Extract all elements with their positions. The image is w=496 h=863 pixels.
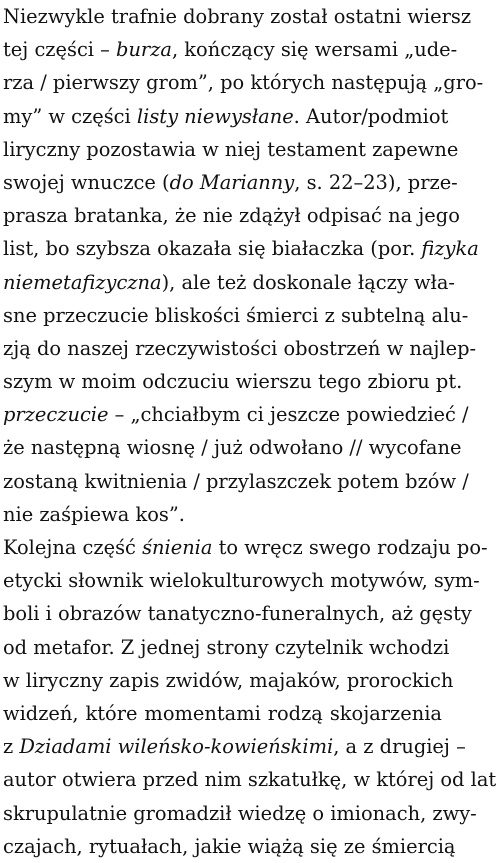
text-run: list, bo szybsza okazała się białaczka (por.	[3, 237, 422, 261]
text-run: – „chciałbym ci jeszcze powiedzieć /	[108, 403, 469, 427]
text-run: w liryczny zapis zwidów, majaków, prorockich	[3, 668, 454, 692]
italic-text-run: Dziadami wileńsko-kowieńskimi	[19, 735, 334, 759]
text-line	[3, 763, 496, 796]
text-line	[3, 199, 460, 232]
text-run: to wręcz swego rodzaju po-	[212, 536, 488, 559]
text-line	[3, 465, 469, 498]
text-line	[3, 730, 466, 763]
text-run: etycki słownik wielokulturowych motywów, sym-	[3, 569, 480, 593]
text-run: skrupulatnie gromadził wiedzę o imionach, zwy-	[3, 801, 477, 825]
text-run: sne przeczucie bliskości śmierci z subtelną alu-	[3, 303, 469, 327]
text-line	[3, 133, 459, 166]
text-line	[3, 431, 462, 464]
text-line	[3, 33, 458, 66]
text-run: boli i obrazów tanatyczno-funeralnych, aż gęsty	[3, 602, 472, 626]
italic-text-run: listy niewysłane	[136, 104, 294, 128]
text-line	[3, 498, 442, 531]
text-run: , kończący się wersami „ude-	[171, 38, 458, 62]
paragraph-1	[3, 0, 484, 531]
text-run: ), ale też doskonale łączy wła-	[161, 270, 455, 294]
text-line	[3, 697, 442, 730]
text-line	[3, 564, 480, 597]
text-run: od metafor. Z jednej strony czytelnik wchodzi	[3, 635, 450, 659]
italic-text-run: burza	[116, 38, 172, 62]
text-line	[3, 66, 484, 99]
text-line	[3, 100, 449, 133]
text-line	[3, 631, 450, 664]
text-line	[3, 398, 469, 431]
text-line	[3, 597, 472, 630]
text-line	[3, 0, 472, 33]
text-run: szym w moim odczuciu wierszu tego zbioru pt.	[3, 370, 463, 394]
text-line	[3, 332, 477, 365]
text-line	[3, 531, 488, 564]
text-run: czajach, rytuałach, jakie wiążą się ze śmiercią	[3, 834, 456, 858]
text-run: . Autor/podmiot	[293, 104, 449, 128]
italic-text-run: niemetafizyczna	[3, 270, 162, 294]
text-run: że następną wiosnę / już odwołano // wycofane	[3, 436, 462, 460]
text-run: my” w części	[3, 104, 137, 128]
italic-text-run: fizyka	[421, 237, 479, 261]
text-run: widzeń, które momentami rodzą skojarzenia	[3, 701, 442, 725]
text-line	[3, 232, 479, 265]
text-line	[3, 365, 463, 398]
text-line	[3, 797, 477, 830]
text-run: tej części –	[3, 38, 117, 62]
text-run: rza / pierwszy grom”, po których następują „gro-	[3, 71, 484, 95]
text-line	[3, 166, 458, 199]
text-run: liryczny pozostawia w niej testament zapewne	[3, 137, 459, 161]
italic-text-run: przeczucie	[3, 403, 109, 427]
text-run: swojej wnuczce (	[3, 170, 170, 194]
text-run: autor otwiera przed nim szkatułkę, w której od lat	[3, 768, 496, 792]
text-line	[3, 266, 455, 299]
italic-text-run: śnienia	[142, 536, 213, 559]
paragraph-2	[3, 531, 496, 863]
text-line	[3, 830, 456, 863]
text-line	[3, 299, 469, 332]
text-run: zją do naszej rzeczywistości obostrzeń w najlep-	[3, 336, 477, 360]
text-run: z	[3, 735, 20, 759]
text-line	[3, 664, 454, 697]
text-run: Niezwykle trafnie dobrany został ostatni wiersz	[3, 5, 472, 28]
text-run: , s. 22–23), prze-	[294, 170, 458, 194]
text-run: nie zaśpiewa kos”.	[3, 502, 185, 526]
text-run: Kolejna część	[3, 536, 143, 559]
text-run: prasza bratanka, że nie zdążył odpisać na jego	[3, 204, 460, 228]
text-run: , a z drugiej –	[333, 735, 466, 759]
text-run: zostaną kwitnienia / przylaszczek potem bzów /	[3, 469, 469, 493]
italic-text-run: do Marianny	[169, 170, 295, 194]
